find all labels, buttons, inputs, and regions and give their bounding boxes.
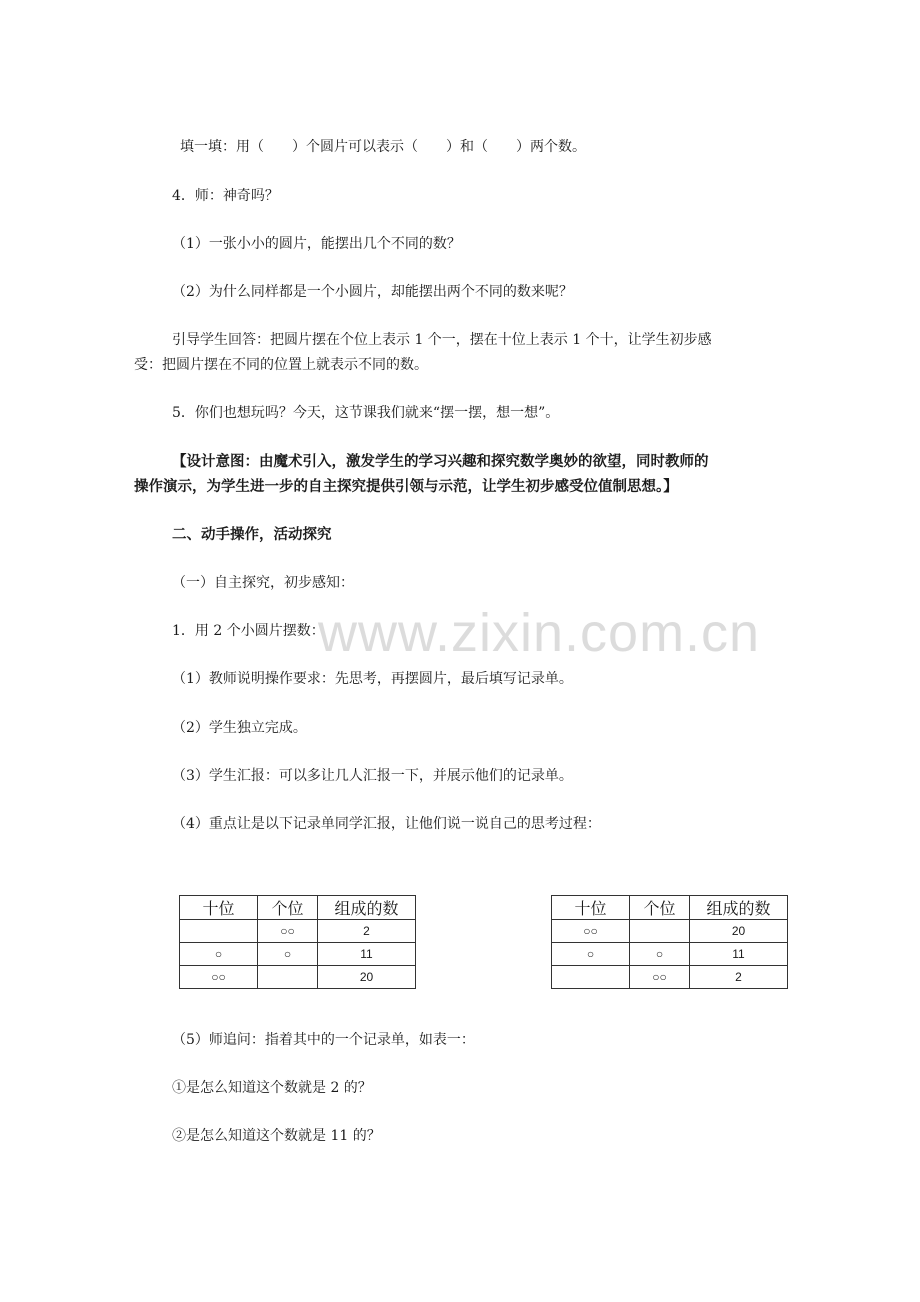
table-row <box>180 920 416 943</box>
section-2-heading: 二、动手操作，活动探究 <box>172 526 332 543</box>
guide-line-1: 引导学生回答：把圆片摆在个位上表示 1 个一，摆在十位上表示 1 个十，让学生初步感 <box>172 332 712 348</box>
ones-cell: ○ <box>258 943 318 966</box>
guide-line-2: 受：把圆片摆在不同的位置上就表示不同的数。 <box>134 357 428 373</box>
tens-cell: ○○ <box>180 966 258 989</box>
table-row <box>552 920 788 943</box>
number-cell: 2 <box>690 966 788 989</box>
number-cell: 20 <box>690 920 788 943</box>
header-number: 组成的数 <box>318 896 416 920</box>
step-1-4: （4）重点让是以下记录单同学汇报，让他们说一说自己的思考过程： <box>172 816 601 832</box>
header-ones: 个位 <box>258 896 318 920</box>
tens-cell: ○○ <box>552 920 630 943</box>
table-header-row <box>552 896 788 920</box>
question-4: 4．师：神奇吗？ <box>172 188 279 204</box>
step-1-5: （5）师追问：指着其中的一个记录单，如表一： <box>172 1032 475 1048</box>
ones-cell: ○○ <box>258 920 318 943</box>
subsection-1: （一）自主探究，初步感知： <box>172 575 354 591</box>
number-cell: 2 <box>318 920 416 943</box>
step-1: 1．用 2 个小圆片摆数： <box>172 623 325 639</box>
header-number: 组成的数 <box>690 896 788 920</box>
step-1-1: （1）教师说明操作要求：先思考，再摆圆片，最后填写记录单。 <box>172 671 573 687</box>
table-row <box>180 966 416 989</box>
ones-cell <box>630 920 690 943</box>
ones-cell: ○○ <box>630 966 690 989</box>
question-4-1: （1）一张小小的圆片，能摆出几个不同的数？ <box>172 236 461 252</box>
table-row <box>552 966 788 989</box>
ones-cell <box>258 966 318 989</box>
design-intent-line-2: 操作演示，为学生进一步的自主探究提供引领与示范，让学生初步感受位值制思想。】 <box>134 478 678 495</box>
tens-cell: ○ <box>180 943 258 966</box>
tens-cell: ○ <box>552 943 630 966</box>
number-cell: 11 <box>318 943 416 966</box>
record-table-1 <box>179 895 416 989</box>
follow-up-question-a: ①是怎么知道这个数就是 2 的？ <box>172 1080 372 1096</box>
tens-cell <box>552 966 630 989</box>
question-5: 5．你们也想玩吗？今天，这节课我们就来“摆一摆，想一想”。 <box>172 405 560 421</box>
question-4-2: （2）为什么同样都是一个小圆片，却能摆出两个不同的数来呢？ <box>172 284 573 300</box>
fill-blank-line: 填一填：用（ ）个圆片可以表示（ ）和（ ）两个数。 <box>180 139 586 155</box>
tens-cell <box>180 920 258 943</box>
number-cell: 20 <box>318 966 416 989</box>
table-row <box>180 943 416 966</box>
table-header-row <box>180 896 416 920</box>
table-row <box>552 943 788 966</box>
design-intent-line-1: 【设计意图：由魔术引入，激发学生的学习兴趣和探究数学奥妙的欲望，同时教师的 <box>172 453 709 470</box>
record-table-2 <box>551 895 788 989</box>
header-tens: 十位 <box>552 896 630 920</box>
watermark: www.zixin.com.cn <box>318 603 761 663</box>
ones-cell: ○ <box>630 943 690 966</box>
step-1-2: （2）学生独立完成。 <box>172 720 307 736</box>
header-ones: 个位 <box>630 896 690 920</box>
number-cell: 11 <box>690 943 788 966</box>
step-1-3: （3）学生汇报：可以多让几人汇报一下，并展示他们的记录单。 <box>172 768 573 784</box>
follow-up-question-b: ②是怎么知道这个数就是 11 的？ <box>172 1128 381 1144</box>
header-tens: 十位 <box>180 896 258 920</box>
